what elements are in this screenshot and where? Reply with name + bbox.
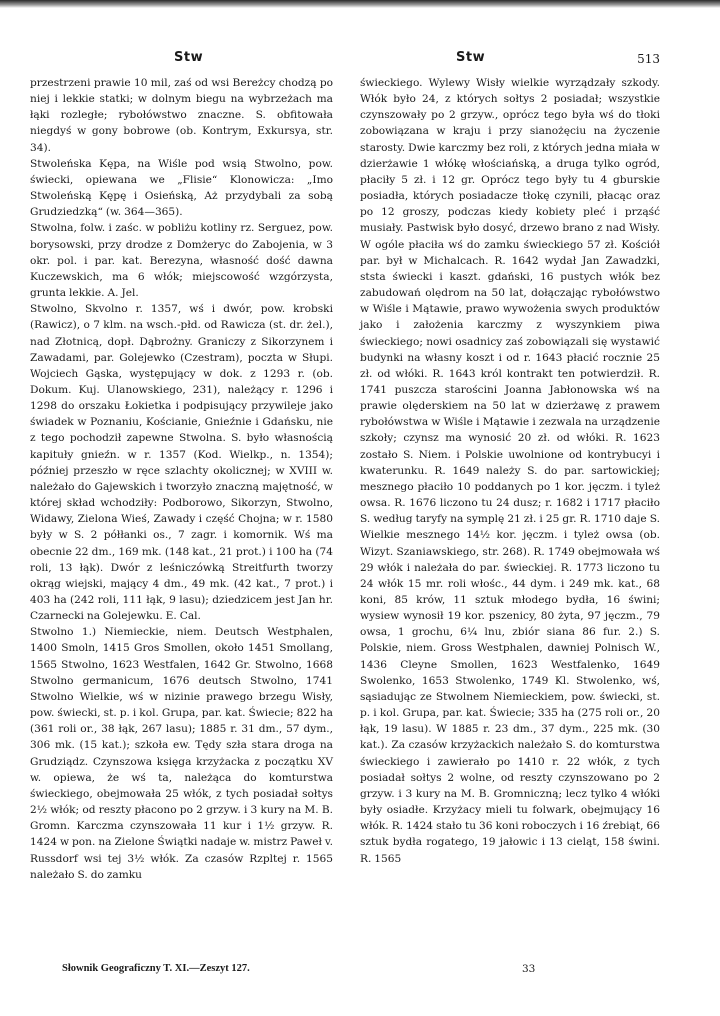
scan-top-edge — [0, 0, 720, 8]
running-head-left: Stw — [174, 50, 204, 65]
right-column — [360, 75, 660, 867]
running-head-right: Stw — [456, 50, 486, 65]
entry-stwolno-continued: świeckiego. Wylewy Wisły wielkie wyrządzały szkody. Włók było 24, z których sołtys 2 posiadał; wszystkie czynszowały po 2 grzyw., oprócz tego była wś do tłoki zobowiązana w kraju i przy sianożęciu na życzenie starosty. Dwie karczmy bez roli, z których jedna miała w dzierżawie 1 włókę włościańską, a druga tylko ogród, płaciły 5 zł. i 12 gr. Oprócz tego były tu 4 gburskie posiadła, których posiadacze tłokę czynili, płacąc oraz po 12 groszy, podczas kiedy kobiety pleć i prząść musiały. Pastwisk było dosyć, drzewo brano z nad Wisły. W ogóle płaciła wś do zamku świeckiego 57 zł. Kościół par. był w Michalcach. R. 1642 wydał Jan Zawadzki, ststa świecki i kaszt. gdański, 16 pustych włók bez zabudowań olędrom na 50 lat, dołączając rybołówstwo w Wiśle i Mątawie, prawo wywożenia swych produktów jako i założenia karczmy z wyszynkiem piwa świeckiego; nowi osadnicy zaś zobowiązali się wystawić budynki na własny koszt i od r. 1643 płacić rocznie 25 zł. od włóki. R. 1643 król kontrakt ten potwierdził. R. 1741 puszcza starościni Joanna Jabłonowska wś na prawie olęderskiem na 50 lat w dzierżawę z prawem rybołówstwa w Wiśle i Mątawie i zezwala na urządzenie szkoły; czynsz ma wynosić 20 zł. od włóki. R. 1623 zostało S. Niem. i Polskie uwolnione od kontrybucyi i kwaterunku. R. 1649 należy S. do par. sartowickiej; mesznego płaciło 10 poddanych po 1 kor. jęczm. i tyleż owsa. R. 1676 liczono tu 24 dusz; r. 1682 i 1717 płaciło S. według taryfy na symplę 21 zł. i 25 gr. R. 1710 daje S. Wielkie mesznego 14½ kor. jęczm. i tyleż owsa (ob. Wizyt. Szaniawskiego, str. 268). R. 1749 obejmowała wś 29 włók i należała do par. świeckiej. R. 1773 liczono tu 24 włók 15 mr. roli włośc., 44 dym. i 249 mk. kat., 68 koni, 85 krów, 11 sztuk młodego bydła, 16 świni; wysiew wynosił 19 kor. pszenicy, 80 żyta, 97 jęczm., 79 owsa, 1 grochu, 6¼ lnu, zbiór siana 86 fur. 2.) S. Polskie, niem. Gross Westphalen, dawniej Polnisch W., 1436 Cleyne Smollen, 1623 Westfalenko, 1649 Swolenko, 1653 Stwolenko, 1749 Kl. Stwolenko, wś, sąsiadując ze Stwolnem Niemieckiem, pow. świecki, st. p. i kol. Grupa, par. kat. Świecie; 335 ha (275 roli or., 20 łąk, 19 lasu). W 1885 r. 23 dm., 37 dym., 225 mk. (30 kat.). Za czasów krzyżackich należało S. do komturstwa świeckiego i zawierało po 1410 r. 22 włók, z tych posiadał sołtys 2 wolne, od reszty czynszowano po 2 grzyw. i 3 kury na M. B. Gromniczną; lecz tylko 4 włóki były osiadłe. Krzyżacy mieli tu folwark, obejmujący 16 włók. R. 1424 stało tu 36 koni roboczych i 16 źrebiąt, 66 sztuk bydła rogatego, 19 jałowic i 13 cieląt, 158 świni. R. 1565 — [360, 77, 660, 865]
page-number: 513 — [637, 52, 660, 66]
entry-stwolenska-kepa: Stwoleńska Kępa, na Wiśle pod wsią Stwolno, pow. świecki, opiewana we „Flisie“ Klonowicza: „Imo Stwoleńską Kępę i Osieńską, Aż przydybali za sobą Grudziedzką“ (w. 364—365). — [30, 157, 333, 219]
footer-signature: Słownik Geograficzny T. XI.—Zeszyt 127. — [62, 963, 250, 974]
entry-stwolno-krobski: Stwolno, Skvolno r. 1357, wś i dwór, pow. krobski (Rawicz), o 7 klm. na wsch.-płd. od Rawicza (st. dr. żel.), nad Złotnicą, dopł. Dąbrożny. Graniczy z Sikorzynem i Zawadami, par. Golejewko (Czestram), poczta w Słupi. Wojciech Gąska, występujący w dok. z 1293 r. (ob. Dokum. Kuj. Ulanowskiego, 231), należący r. 1296 i 1298 do orszaku Łokietka i podpisujący przywileje jako świadek w Poznaniu, Kościanie, Gnieźnie i Gdańsku, nie z tego pochodził zapewne Stwolna. S. było własnością kapituły gnieźn. w r. 1357 (Kod. Wielkp., n. 1354); później przeszło w ręce szlachty okolicznej; w XVIII w. należało do Gajewskich i tworzyło znaczną majętność, w której skład wchodziły: Podborowo, Sikorzyn, Stwolno, Widawy, Zielona Wieś, Zawady i część Chojna; w r. 1580 były w S. 2 półłanki os., 7 zagr. i komornik. Wś ma obecnie 22 dm., 169 mk. (148 kat., 21 prot.) i 100 ha (74 roli, 13 łąk). Dwór z leśniczówką Streitfurth tworzy okrąg wiejski, mający 4 dm., 49 mk. (42 kat., 7 prot.) i 403 ha (242 roli, 111 łąk, 9 lasu); dziedzicem jest Jan hr. Czarnecki na Golejewku. E. Cal. — [30, 303, 333, 623]
left-column — [30, 75, 333, 883]
paragraph-stwolno-river-end: przestrzeni prawie 10 mil, zaś od wsi Bereżcy chodzą po niej i lekkie statki; w dolnym biegu na wybrzeżach ma łąki rozległe; rybołówstwo znaczne. S. obfitowała niegdyś w gony bobrowe (ob. Kontrym, Exkursya, str. 34). — [30, 77, 333, 154]
footer-sheet-number: 33 — [522, 963, 536, 975]
entry-stwolno-niemieckie: Stwolno 1.) Niemieckie, niem. Deutsch Westphalen, 1400 Smoln, 1415 Gros Smollen, około 1451 Smollang, 1565 Stwolno, 1623 Westfalen, 1642 Gr. Stwolno, 1668 Stwolno germanicum, 1676 deutsch Stwolno, 1741 Stwolno Wielkie, wś w nizinie prawego brzegu Wisły, pow. świecki, st. p. i kol. Grupa, par. kat. Świecie; 822 ha (361 roli or., 38 łąk, 267 lasu); 1885 r. 31 dm., 57 dym., 306 mk. (15 kat.); szkoła ew. Tędy szła stara droga na Grudziądz. Czynszowa księga krzyżacka z początku XV w. opiewa, że wś ta, należąca do komturstwa świeckiego, obejmowała 25 włók, z tych posiadał sołtys 2½ włók; od reszty płacono po 2 grzyw. i 3 kury na M. B. Gromn. Karczma czynszowała 11 kur i 1½ grzyw. R. 1424 w pon. na Zielone Świątki nadaje w. mistrz Paweł v. Russdorf wsi tej 3½ włók. Za czasów Rzpltej r. 1565 należało S. do zamku — [30, 626, 333, 881]
entry-stwolna: Stwolna, folw. i zaśc. w pobliżu kotliny rz. Serguez, pow. borysowski, przy drodze z Domżeryc do Zabojenia, w 3 okr. pol. i par. kat. Berezyna, własność dość dawna Kuczewskich, ma 6 włók; miejscowość wzgórzysta, grunta lekkie. A. Jel. — [30, 222, 333, 300]
